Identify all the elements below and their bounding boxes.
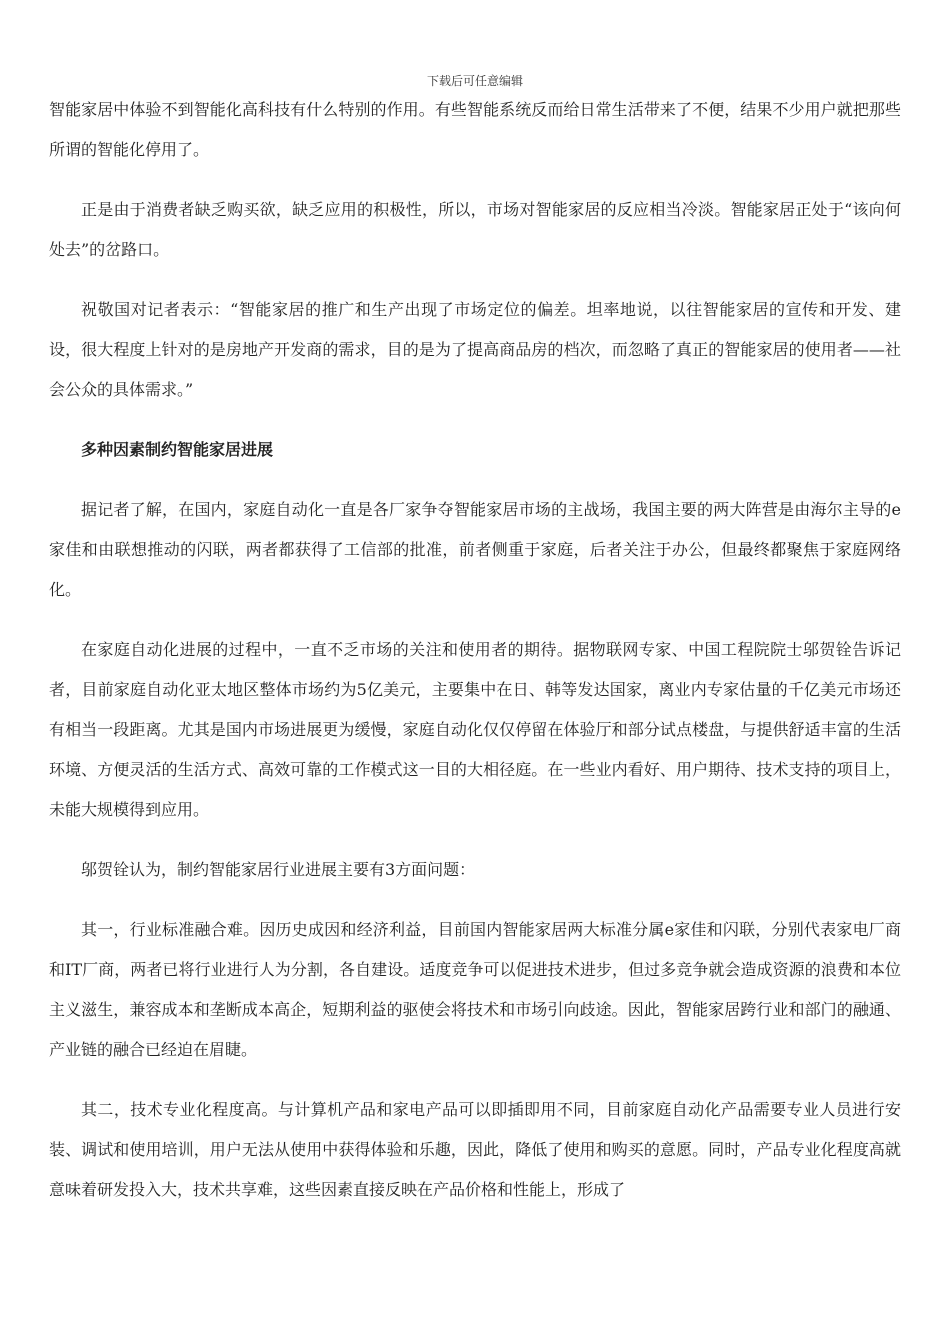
paragraph: 正是由于消费者缺乏购买欲，缺乏应用的积极性，所以，市场对智能家居的反应相当冷淡。智能家居正处于“该向何处去”的岔路口。	[49, 200, 901, 259]
paragraph-gap	[49, 830, 901, 850]
paragraph-gap	[49, 610, 901, 630]
paragraph: 据记者了解，在国内，家庭自动化一直是各厂家争夺智能家居市场的主战场，我国主要的两大阵营是由海尔主导的e家佳和由联想推动的闪联，两者都获得了工信部的批准，前者侧重于家庭，后者关注于办公，但最终都聚焦于家庭网络化。	[49, 500, 901, 599]
paragraph-gap	[49, 890, 901, 910]
paragraph: 在家庭自动化进展的过程中，一直不乏市场的关注和使用者的期待。据物联网专家、中国工程院院士邬贺铨告诉记者，目前家庭自动化亚太地区整体市场约为5亿美元，主要集中在日、韩等发达国家，离业内专家估量的千亿美元市场还有相当一段距离。尤其是国内市场进展更为缓慢，家庭自动化仅仅停留在体验厅和部分试点楼盘，与提供舒适丰富的生活环境、方便灵活的生活方式、高效可靠的工作模式这一目的大相径庭。在一些业内看好、用户期待、技术支持的项目上，未能大规模得到应用。	[49, 640, 901, 819]
download-note: 下载后可任意编辑	[426, 74, 523, 88]
paragraph-gap	[49, 270, 901, 290]
document-body	[49, 90, 901, 1210]
section-heading: 多种因素制约智能家居进展	[81, 440, 274, 459]
paragraph: 其一，行业标准融合难。因历史成因和经济利益，目前国内智能家居两大标准分属e家佳和闪联，分别代表家电厂商和IT厂商，两者已将行业进行人为分割，各自建设。适度竞争可以促进技术进步，但过多竞争就会造成资源的浪费和本位主义滋生，兼容成本和垄断成本高企，短期利益的驱使会将技术和市场引向歧途。因此，智能家居跨行业和部门的融通、产业链的融合已经迫在眉睫。	[49, 920, 901, 1059]
paragraph-continued: 智能家居中体验不到智能化高科技有什么特别的作用。有些智能系统反而给日常生活带来了不便，结果不少用户就把那些所谓的智能化停用了。	[49, 100, 901, 159]
paragraph-gap	[49, 410, 901, 430]
paragraph: 其二，技术专业化程度高。与计算机产品和家电产品可以即插即用不同，目前家庭自动化产品需要专业人员进行安装、调试和使用培训，用户无法从使用中获得体验和乐趣，因此，降低了使用和购买的意愿。同时，产品专业化程度高就意味着研发投入大，技术共享难，这些因素直接反映在产品价格和性能上，形成了	[49, 1100, 901, 1199]
paragraph-gap	[49, 1070, 901, 1090]
paragraph-gap	[49, 470, 901, 490]
paragraph-gap	[49, 170, 901, 190]
paragraph: 祝敬国对记者表示：“智能家居的推广和生产出现了市场定位的偏差。坦率地说，以往智能家居的宣传和开发、建设，很大程度上针对的是房地产开发商的需求，目的是为了提高商品房的档次，而忽略了真正的智能家居的使用者——社会公众的具体需求。”	[49, 300, 901, 399]
paragraph: 邬贺铨认为，制约智能家居行业进展主要有3方面问题：	[81, 860, 476, 879]
